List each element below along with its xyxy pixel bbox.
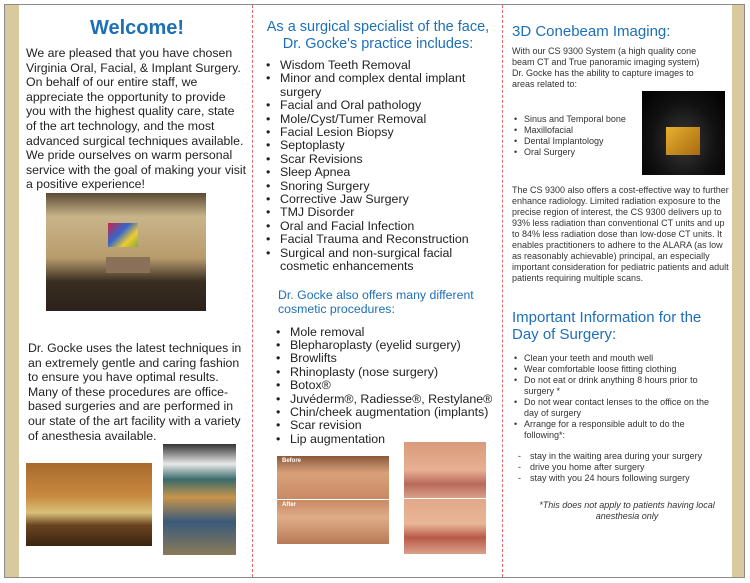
right-decorative-strip: [732, 5, 744, 577]
fold-divider-1: [252, 5, 253, 577]
before-eyes-photo: [277, 456, 389, 499]
procedure-item: • Facial Lesion Biopsy: [262, 126, 494, 139]
day-item: • Do not wear contact lenses to the office on the day of surgery: [512, 397, 724, 419]
procedure-item: • Facial Trauma and Reconstruction: [262, 233, 494, 246]
painting-image: [108, 223, 138, 247]
cosmetic-item: • Scar revision: [272, 419, 494, 432]
procedure-item: • Facial and Oral pathology: [262, 99, 494, 112]
imaging-body: The CS 9300 also offers a cost-effective way to further enhance radiology. Limited radiation exposure to the precise region of interest, the CS 9300 delivers up to 93% less radiation than conventional CT units and up to 84% less radiation dose than low-dose CT units. It enables practitioners to adhere to the ALARA (as low as reasonably achievable) principal, an especially important consideration for pediatric patients and adult patients requiring multiple scans.: [512, 185, 729, 283]
procedure-item: • Snoring Surgery: [262, 180, 494, 193]
procedure-item: • Septoplasty: [262, 139, 494, 152]
cosmetic-heading: Dr. Gocke also offers many different cosmetic procedures:: [278, 287, 474, 316]
left-decorative-strip: [5, 5, 19, 577]
waiting-room-photo: [46, 193, 206, 311]
surgery-room-photo: [163, 444, 236, 555]
procedure-item: • TMJ Disorder: [262, 206, 494, 219]
procedure-item: • Minor and complex dental implant surgery: [262, 72, 494, 99]
cosmetic-list: [272, 326, 494, 447]
procedure-item: • Oral and Facial Infection: [262, 220, 494, 233]
techniques-text: Dr. Gocke uses the latest techniques in an extremely gentle and caring fashion to ensure you have optimal results. Many of these procedures are office-based surgeries and are performed in our state of the art facility with a variety of anesthesia available.: [28, 341, 242, 443]
day-item: • Do not eat or drink anything 8 hours prior to surgery *: [512, 375, 724, 397]
after-lips-photo: [404, 499, 486, 554]
procedure-item: • Mole/Cyst/Tumer Removal: [262, 113, 494, 126]
day-item: • Clean your teeth and mouth well: [512, 353, 724, 364]
imaging-area-item: • Maxillofacial: [512, 125, 728, 136]
day-of-surgery-list: [512, 353, 724, 441]
welcome-intro: We are pleased that you have chosen Virginia Oral, Facial, & Implant Surgery. On behalf of our entire staff, we appreciate the opportunity to provide you with the highest quality care, state of the art technology, and the most advanced surgical techniques available. We pride ourselves on warm personal service with the goal of making your visit a positive experience!: [26, 46, 247, 192]
cosmetic-item: • Chin/cheek augmentation (implants): [272, 406, 494, 419]
adult-task-item: - stay with you 24 hours following surgery: [512, 473, 724, 484]
procedure-item: • Sleep Apnea: [262, 166, 494, 179]
office-kitchen-photo: [26, 463, 152, 546]
cosmetic-item: • Botox®: [272, 379, 494, 392]
imaging-area-item: • Sinus and Temporal bone: [512, 114, 728, 125]
cs9300-scanner-photo: [642, 91, 725, 175]
day-of-surgery-title: Important Information for the Day of Surgery:: [512, 309, 702, 343]
after-label: After: [282, 502, 297, 508]
before-lips-photo: [404, 442, 486, 498]
procedures-list: [262, 59, 494, 274]
cosmetic-item: • Juvéderm®, Radiesse®, Restylane®: [272, 393, 494, 406]
fold-divider-2: [502, 5, 503, 577]
after-eyes-photo: [277, 500, 389, 544]
cosmetic-item: • Rhinoplasty (nose surgery): [272, 366, 494, 379]
day-item: • Wear comfortable loose fitting clothing: [512, 364, 724, 375]
adult-tasks-list: [512, 451, 724, 484]
procedure-item: • Corrective Jaw Surgery: [262, 193, 494, 206]
day-item: • Arrange for a responsible adult to do the following*:: [512, 419, 724, 441]
adult-task-item: - drive you home after surgery: [512, 462, 724, 473]
procedure-item: • Surgical and non-surgical facial cosmetic enhancements: [262, 247, 494, 274]
before-label: Before: [282, 458, 302, 464]
scanner-screen-image: [666, 127, 700, 155]
procedures-heading: As a surgical specialist of the face, Dr. Gocke's practice includes:: [266, 19, 490, 52]
imaging-title: 3D Conebeam Imaging:: [512, 23, 671, 40]
cosmetic-item: • Mole removal: [272, 326, 494, 339]
footnote: *This does not apply to patients having local anesthesia only: [539, 500, 715, 521]
welcome-title: Welcome!: [89, 17, 185, 39]
procedure-item: • Wisdom Teeth Removal: [262, 59, 494, 72]
imaging-area-item: • Dental Implantology: [512, 136, 728, 147]
imaging-intro: With our CS 9300 System (a high quality cone beam CT and True panoramic imaging system) Dr. Gocke has the ability to capture images to areas related to:: [512, 46, 700, 89]
procedure-item: • Scar Revisions: [262, 153, 494, 166]
adult-task-item: - stay in the waiting area during your surgery: [512, 451, 724, 462]
cosmetic-item: • Blepharoplasty (eyelid surgery): [272, 339, 494, 352]
cosmetic-item: • Lip augmentation: [272, 433, 494, 446]
sofa-image: [106, 257, 150, 273]
cosmetic-item: • Browlifts: [272, 352, 494, 365]
imaging-area-item: • Oral Surgery: [512, 147, 728, 158]
